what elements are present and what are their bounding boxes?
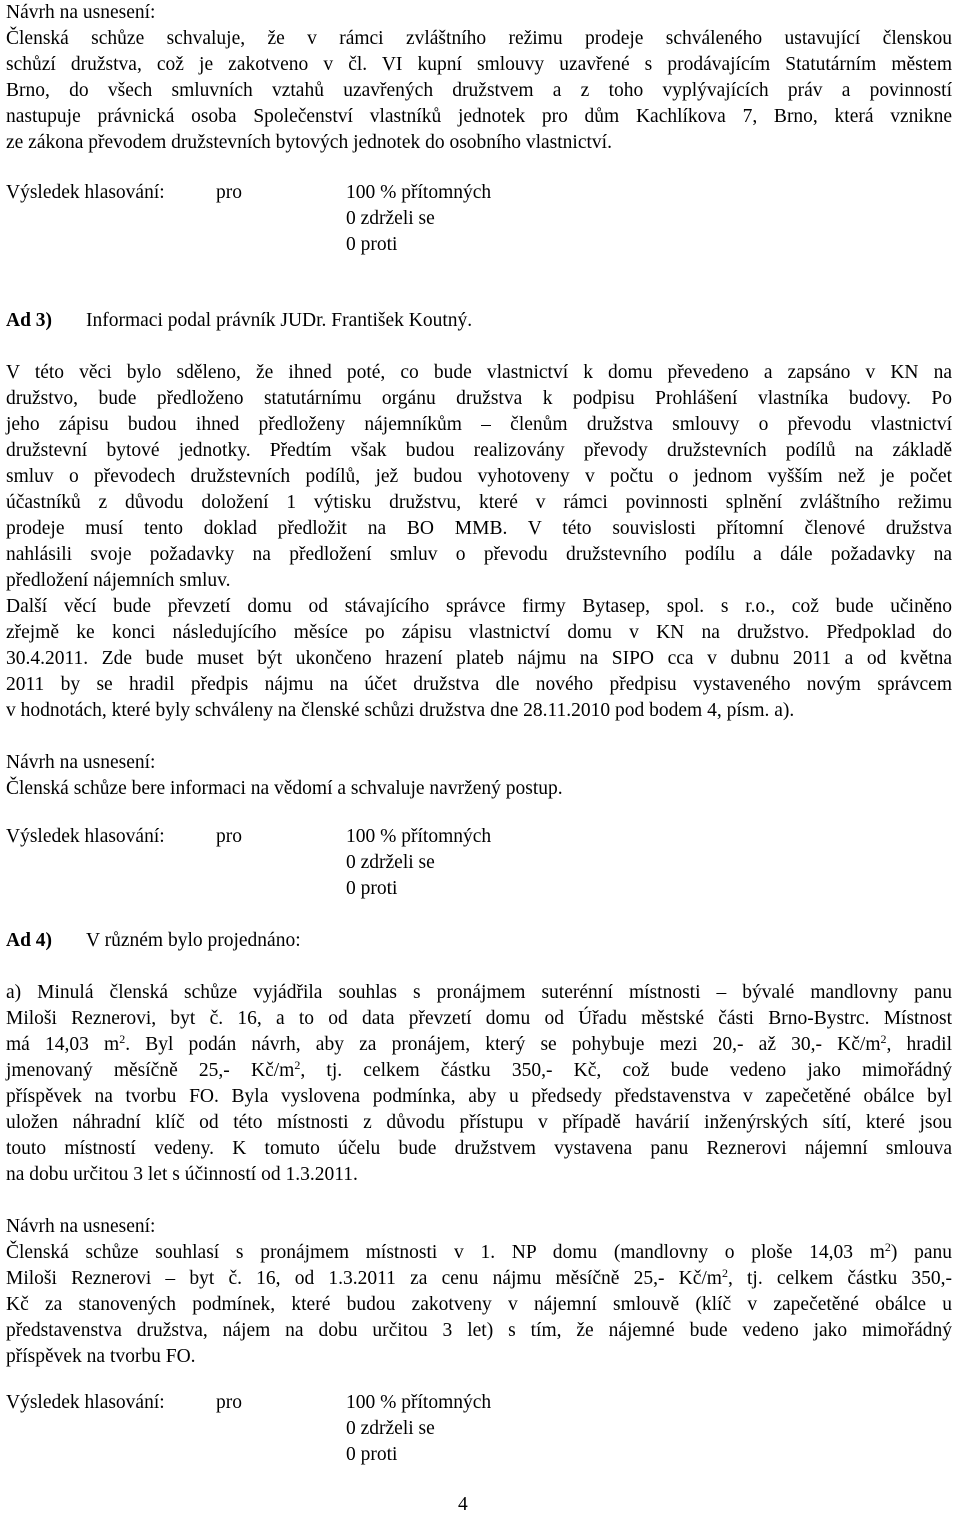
item-title-ad4: Ad 4) <box>6 930 53 951</box>
paragraph-line: a) Minulá členská schůze vyjádřila souhlas s pronájmem suterénní místnosti – bývalé mandlovny panu <box>6 982 952 1003</box>
vote-present: 100 % přítomných <box>346 826 492 847</box>
paragraph-line: nastupuje právnická osoba Společenství vlastníků jednotek pro dům Kachlíkova 7, Brno, která vznikne <box>6 106 952 127</box>
vote-pro: pro <box>216 182 242 203</box>
paragraph-line: 30.4.2011. Zde bude muset být ukončeno hrazení plateb nájmu na SIPO cca v dubnu 2011 a od května <box>6 648 952 669</box>
paragraph-line: Brno, do všech smluvních vztahů uzavřených družstvem a z toho vyplývajících práv a povinností <box>6 80 952 101</box>
vote-pro: pro <box>216 826 242 847</box>
paragraph-line: smluv o převodech družstevních podílů, jež budou vyhotoveny v počtu o jednom vyšším než je počet <box>6 466 952 487</box>
paragraph-line: příspěvek na tvorbu FO. Byla vyslovena podmínka, aby u předsedy představenstva v zapečetěné obálce byl <box>6 1086 952 1107</box>
paragraph-line: Členská schůze souhlasí s pronájmem místnosti v 1. NP domu (mandlovny o ploše 14,03 $m^2$) panu <box>6 1240 953 1263</box>
paragraph-line: uložen náhradní klíč od této místnosti z důvodu přístupu v případě havárií inženýrských sítí, které jsou <box>6 1112 952 1133</box>
resolution-heading-1: Návrh na usnesení: <box>6 2 156 23</box>
resolution-text-2: Členská schůze bere informaci na vědomí a schvaluje navržený postup. <box>6 778 563 799</box>
paragraph-line: ze zákona převodem družstevních bytových jednotek do osobního vlastnictví. <box>6 132 612 153</box>
item-title-ad3: Ad 3) <box>6 310 53 331</box>
vote-against: 0 proti <box>346 234 398 255</box>
paragraph-line: zřejmě ke konci následujícího měsíce po zápisu vlastnictví domu v KN na družstvo. Předpoklad do <box>6 622 952 643</box>
vote-present: 100 % přítomných <box>346 182 492 203</box>
paragraph-line: příspěvek na tvorbu FO. <box>6 1346 196 1367</box>
vote-against: 0 proti <box>346 1444 398 1465</box>
paragraph-line: Miloši Reznerovi – byt č. 16, od 1.3.2011 za cenu nájmu měsíčně 25,- $Kč/m^2$, tj. celkem částku 350,- <box>6 1266 952 1289</box>
paragraph-line: předložení nájemních smluv. <box>6 570 231 591</box>
vote-label: Výsledek hlasování: <box>6 826 165 847</box>
paragraph-line: jeho zápisu budou ihned předloženy nájemníkům – členům družstva smlouvy o převodu vlastnictví <box>6 414 952 435</box>
resolution-heading-3: Návrh na usnesení: <box>6 1216 156 1237</box>
paragraph-line: schůzí družstva, což je zakotveno v čl. VI kupní smlouvy uzavřené s prodávajícím Statutárním městem <box>6 54 952 75</box>
vote-abstained: 0 zdrželi se <box>346 208 435 229</box>
paragraph-line: Miloši Reznerovi, byt č. 16, a to od data převzetí domu od Úřadu městské části Brno-Bystrc. Místnost <box>6 1008 952 1029</box>
paragraph-line: Členská schůze schvaluje, že v rámci zvláštního režimu prodeje schváleného ustavující členskou <box>6 28 952 49</box>
resolution-heading-2: Návrh na usnesení: <box>6 752 156 773</box>
vote-label: Výsledek hlasování: <box>6 1392 165 1413</box>
paragraph-line: Další věcí bude převzetí domu od stávajícího správce firmy Bytasep, spol. s r.o., což bude učiněno <box>6 596 952 617</box>
page-number: 4 <box>458 1494 468 1515</box>
paragraph-line: 2011 by se hradil předpis nájmu na účet družstva dle nového předpisu vystaveného novým správcem <box>6 674 952 695</box>
paragraph-line: v hodnotách, které byly schváleny na členské schůzi družstva dne 28.11.2010 pod bodem 4, písm. a). <box>6 700 795 721</box>
paragraph-line: družstevní bytové jednotky. Předtím však budou realizovány převody družstevních podílů na základě <box>6 440 952 461</box>
paragraph-line: má 14,03 $m^2$. Byl podán návrh, aby za pronájem, který se pohybuje mezi 20,- až 30,- $Kč/m^2$, hradil <box>6 1032 952 1055</box>
item-intro-ad3: Informaci podal právník JUDr. František Koutný. <box>86 310 473 331</box>
paragraph-line: Kč za stanovených podmínek, které budou zakotveny v nájemní smlouvě (klíč v zapečetěné obálce u <box>6 1294 952 1315</box>
paragraph-line: touto místností vedeny. K tomuto účelu bude družstvem vystavena panu Reznerovi nájemní smlouva <box>6 1138 952 1159</box>
paragraph-line: družstvo, bude předloženo statutárnímu orgánu družstva k podpisu Prohlášení vlastníka budovy. Po <box>6 388 952 409</box>
vote-pro: pro <box>216 1392 242 1413</box>
item-intro-ad4: V různém bylo projednáno: <box>86 930 301 951</box>
paragraph-line: jmenovaný měsíčně 25,- $Kč/m^2$, tj. celkem částku 350,- Kč, což bude vedeno jako mimořádný <box>6 1058 952 1081</box>
paragraph-line: na dobu určitou 3 let s účinností od 1.3.2011. <box>6 1164 358 1185</box>
paragraph-line: prodeje musí tento doklad předložit na BO MMB. V této souvislosti přítomní členové družstva <box>6 518 952 539</box>
paragraph-line: představenstva družstva, nájem na dobu určitou 3 let) s tím, že nájemné bude vedeno jako mimořádný <box>6 1320 952 1341</box>
paragraph-line: nahlásili svoje požadavky na předložení smluv o převodu družstevního podílu a dále požadavky na <box>6 544 952 565</box>
vote-label: Výsledek hlasování: <box>6 182 165 203</box>
paragraph-line: V této věci bylo sděleno, že ihned poté, co bude vlastnictví k domu převedeno a zapsáno v KN na <box>6 362 952 383</box>
vote-abstained: 0 zdrželi se <box>346 852 435 873</box>
paragraph-line: účastníků z důvodu doložení 1 výtisku družstvu, které v rámci povinnosti splnění zvláštního režimu <box>6 492 952 513</box>
vote-present: 100 % přítomných <box>346 1392 492 1413</box>
vote-abstained: 0 zdrželi se <box>346 1418 435 1439</box>
vote-against: 0 proti <box>346 878 398 899</box>
